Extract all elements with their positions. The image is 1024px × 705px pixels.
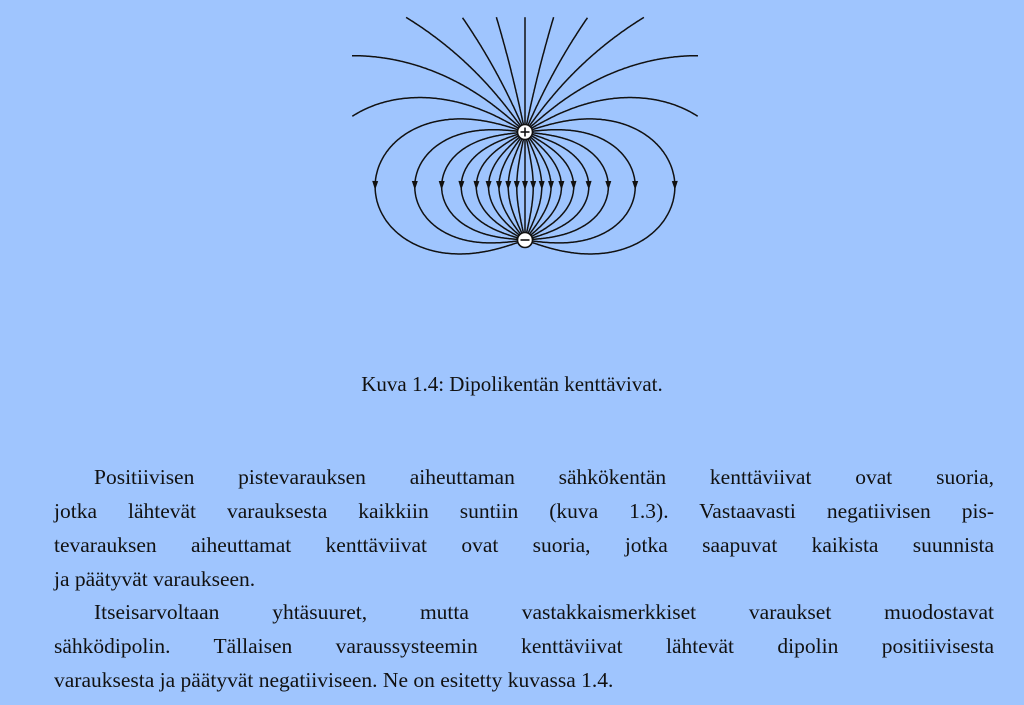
field-arrows (372, 181, 678, 190)
paragraph-line: sähködipolin. Tällaisen varaussysteemin kenttäviivat lähtevät dipolin positiivisesta (54, 634, 994, 658)
field-line (406, 17, 520, 125)
field-arrow (539, 181, 545, 190)
figure-caption: Kuva 1.4: Dipolikentän kenttävivat. (361, 372, 663, 396)
field-line (530, 17, 644, 125)
field-arrow (505, 181, 511, 190)
paragraph-line: varauksesta ja päätyvät negatiiviseen. Ne on esitetty kuvassa 1.4. (54, 668, 614, 692)
positive-charge (518, 125, 533, 140)
paragraph-line: jotka lähtevät varauksesta kaikkiin suntiin (kuva 1.3). Vastaavasti negatiivisen pis- (54, 499, 994, 523)
paragraph-2 (54, 595, 994, 697)
field-arrow (530, 181, 536, 190)
field-arrow (514, 181, 520, 190)
field-arrow (586, 181, 592, 190)
field-line (463, 18, 522, 125)
field-arrow (558, 181, 564, 190)
negative-charge (518, 233, 533, 248)
field-arrow (672, 181, 678, 190)
field-arrow (486, 181, 492, 190)
field-arrow (439, 181, 445, 190)
field-arrow (496, 181, 502, 190)
field-arrow (372, 181, 378, 190)
field-arrow (412, 181, 418, 190)
paragraph-line: tevarauksen aiheuttamat kenttäviivat ovat suoria, jotka saapuvat kaikista suunnista (54, 533, 994, 557)
field-arrow (474, 181, 480, 190)
field-arrow (605, 181, 611, 190)
field-arrow (632, 181, 638, 190)
paragraph-line: Positiivisen pistevarauksen aiheuttaman sähkökentän kenttäviivat ovat suoria, (94, 465, 994, 489)
field-line (527, 17, 554, 124)
field-arrow (548, 181, 554, 190)
paragraph-line: Itseisarvoltaan yhtäsuuret, mutta vastakkaismerkkiset varaukset muodostavat (94, 600, 994, 624)
paragraph-1 (54, 460, 994, 596)
field-arrow (458, 181, 464, 190)
field-arrow (571, 181, 577, 190)
field-line (528, 18, 587, 125)
field-line (496, 17, 523, 124)
field-arrow (522, 181, 528, 190)
paragraph-line: ja päätyvät varaukseen. (54, 567, 256, 591)
dipole-field-figure (350, 14, 700, 359)
